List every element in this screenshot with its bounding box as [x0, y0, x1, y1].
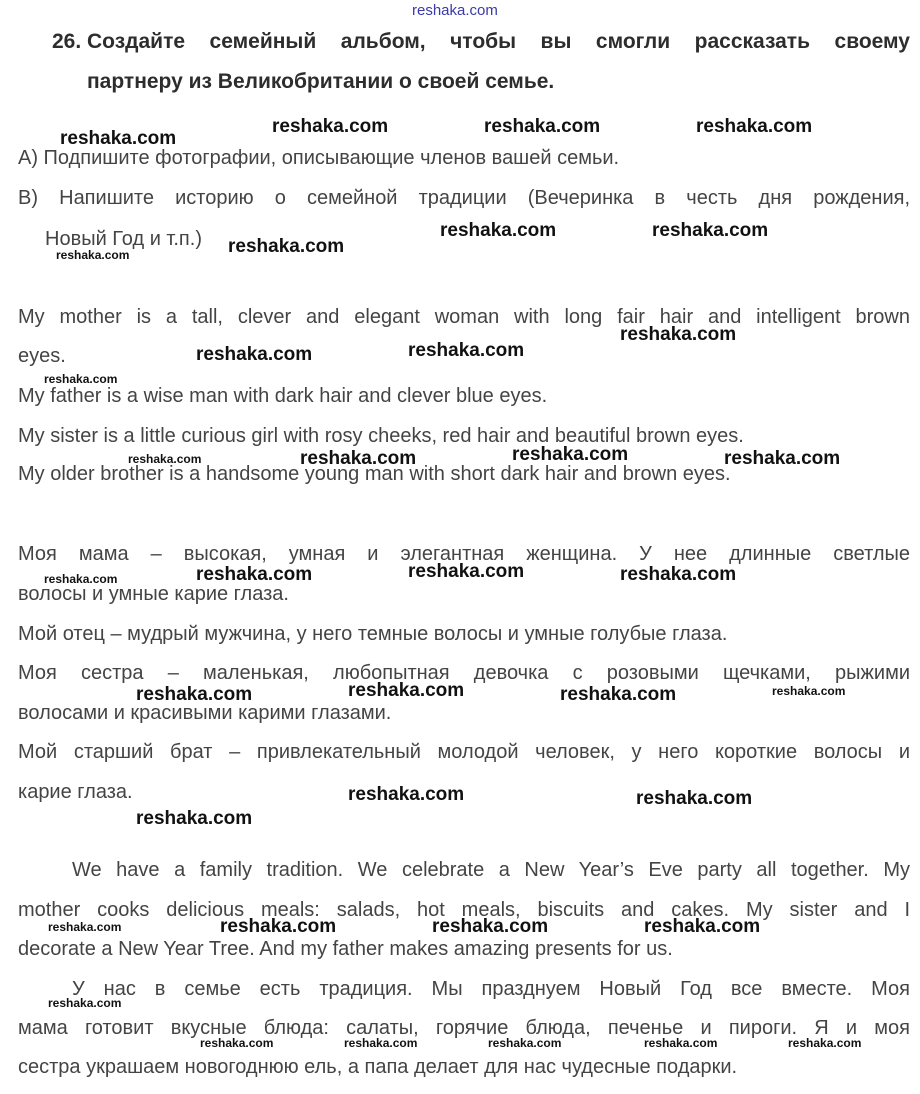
watermark: reshaka.com: [408, 340, 525, 361]
watermark: reshaka.com: [60, 128, 177, 149]
watermark: reshaka.com: [220, 916, 337, 937]
watermark: reshaka.com: [348, 680, 465, 701]
en-sister: My sister is a little curious girl with rosy cheeks, red hair and beautiful brown eyes.: [18, 425, 744, 447]
ru-sister-line2: волосами и красивыми карими глазами.: [18, 702, 392, 724]
tradition-en-line3: decorate a New Year Tree. And my father makes amazing presents for us.: [18, 938, 673, 960]
watermark: reshaka.com: [636, 788, 753, 809]
watermark: reshaka.com: [484, 116, 601, 137]
ru-sister-line1: Моя сестра – маленькая, любопытная девочка с розовыми щечками, рыжими: [18, 662, 910, 684]
watermark: reshaka.com: [440, 220, 557, 241]
watermark: reshaka.com: [196, 344, 313, 365]
watermark: reshaka.com: [56, 248, 130, 262]
task-number: 26.: [52, 30, 82, 53]
watermark: reshaka.com: [196, 564, 313, 585]
watermark: reshaka.com: [788, 1036, 862, 1050]
watermark: reshaka.com: [620, 564, 737, 585]
ru-father: Мой отец – мудрый мужчина, у него темные волосы и умные голубые глаза.: [18, 623, 728, 645]
watermark: reshaka.com: [48, 920, 122, 934]
watermark: reshaka.com: [512, 444, 629, 465]
watermark: reshaka.com: [772, 684, 846, 698]
watermark: reshaka.com: [724, 448, 841, 469]
watermark: reshaka.com: [44, 572, 118, 586]
watermark: reshaka.com: [644, 916, 761, 937]
task-title-line1: Создайте семейный альбом, чтобы вы смогли рассказать своему: [87, 30, 910, 53]
watermark: reshaka.com: [408, 561, 525, 582]
watermark: reshaka.com: [128, 452, 202, 466]
en-father: My father is a wise man with dark hair and clever blue eyes.: [18, 385, 548, 407]
ru-mother-line1: Моя мама – высокая, умная и элегантная женщина. У нее длинные светлые: [18, 543, 910, 565]
watermark: reshaka.com: [488, 1036, 562, 1050]
watermark: reshaka.com: [432, 916, 549, 937]
watermark: reshaka.com: [644, 1036, 718, 1050]
watermark: reshaka.com: [272, 116, 389, 137]
watermark: reshaka.com: [696, 116, 813, 137]
tradition-en-line2: mother cooks delicious meals: salads, hot meals, biscuits and cakes. My sister and I: [18, 899, 910, 921]
task-title-line2: партнеру из Великобритании о своей семье.: [87, 70, 555, 93]
watermark: reshaka.com: [344, 1036, 418, 1050]
watermark: reshaka.com: [136, 808, 253, 829]
watermark: reshaka.com: [652, 220, 769, 241]
en-mother-line2: eyes.: [18, 345, 66, 367]
ru-brother-line2: карие глаза.: [18, 781, 133, 803]
watermark: reshaka.com: [136, 684, 253, 705]
watermark: reshaka.com: [300, 448, 417, 469]
ru-mother-line2: волосы и умные карие глаза.: [18, 583, 289, 605]
tradition-ru-line1: У нас в семье есть традиция. Мы празднуем Новый Год все вместе. Моя: [72, 978, 910, 1000]
task-item-b-line1: В) Напишите историю о семейной традиции (Вечеринка в честь дня рождения,: [18, 187, 910, 209]
top-watermark: reshaka.com: [412, 2, 498, 19]
ru-brother-line1: Мой старший брат – привлекательный молодой человек, у него короткие волосы и: [18, 741, 910, 763]
watermark: reshaka.com: [620, 324, 737, 345]
tradition-en-line1: We have a family tradition. We celebrate a New Year’s Eve party all together. My: [72, 859, 910, 881]
watermark: reshaka.com: [200, 1036, 274, 1050]
watermark: reshaka.com: [560, 684, 677, 705]
watermark: reshaka.com: [228, 236, 345, 257]
en-brother: My older brother is a handsome young man with short dark hair and brown eyes.: [18, 463, 731, 485]
tradition-ru-line3: сестра украшаем новогоднюю ель, а папа делает для нас чудесные подарки.: [18, 1056, 738, 1078]
watermark: reshaka.com: [348, 784, 465, 805]
task-item-a: А) Подпишите фотографии, описывающие членов вашей семьи.: [18, 147, 620, 169]
watermark: reshaka.com: [48, 996, 122, 1010]
task-item-b-line2: Новый Год и т.п.): [45, 228, 202, 250]
tradition-ru-line2: мама готовит вкусные блюда: салаты, горячие блюда, печенье и пироги. Я и моя: [18, 1017, 910, 1039]
en-mother-line1: My mother is a tall, clever and elegant woman with long fair hair and intelligent brown: [18, 306, 910, 328]
watermark: reshaka.com: [44, 372, 118, 386]
